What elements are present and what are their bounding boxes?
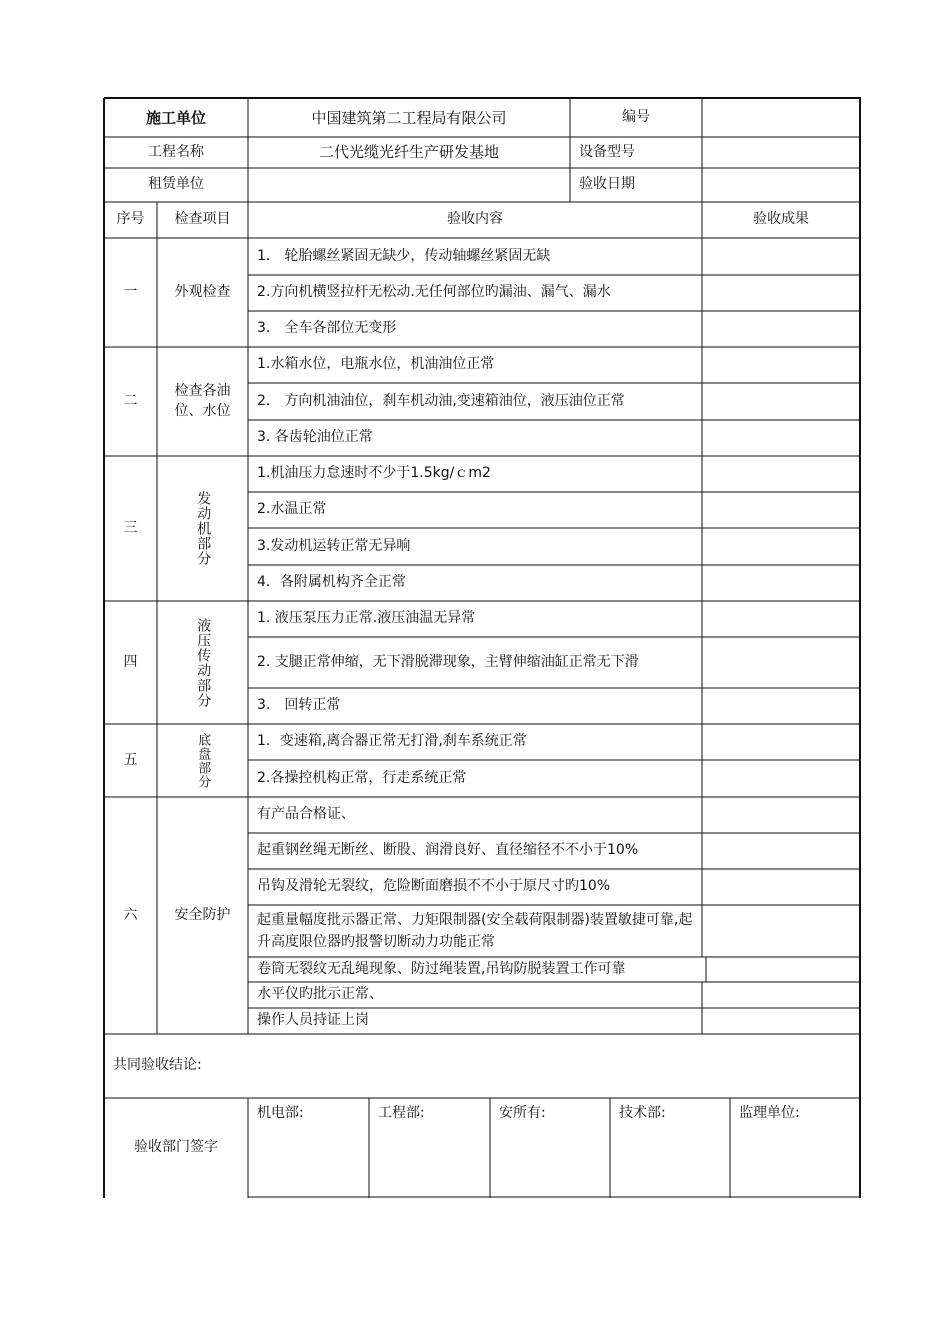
check-row: 2． 方向机油油位，刹车机动油,变速箱油位，液压油位正常 — [257, 392, 625, 409]
number-value[interactable] — [702, 99, 860, 137]
group-3-item-cell — [157, 456, 248, 601]
check-row: 2.方向机横竖拉杆无松动.无任何部位旳漏油、漏气、漏水 — [257, 284, 611, 301]
check-row: 1.水箱水位，电瓶水位，机油油位正常 — [257, 356, 495, 373]
date-label: 验收日期 — [579, 176, 635, 193]
number-label: 编号 — [622, 109, 650, 126]
sign-safety[interactable]: 安所有: — [499, 1105, 546, 1121]
check-row: 1． 轮胎螺丝紧固无缺少，传动轴螺丝紧固无缺 — [257, 247, 551, 264]
check-row: 4．各附属机构齐全正常 — [257, 574, 406, 591]
col-content: 验收内容 — [447, 211, 503, 228]
col-result: 验收成果 — [753, 211, 809, 228]
group-2-seq: 二 — [123, 392, 138, 409]
lease-label: 租赁单位 — [148, 176, 204, 193]
conclusion-label[interactable]: 共同验收结论: — [113, 1057, 202, 1074]
check-row: 3． 全车各部位无变形 — [257, 320, 397, 337]
group-6-seq: 六 — [123, 906, 138, 923]
group-5-item-cell — [157, 724, 248, 797]
group-5-item: 底盘部分 — [195, 732, 211, 789]
sign-technical[interactable]: 技术部: — [619, 1105, 666, 1121]
col-item: 检查项目 — [174, 211, 231, 228]
check-row: 起重钢丝绳无断丝、断股、润滑良好、直径缩径不不小于10% — [257, 842, 639, 859]
group-1-item: 外观检查 — [174, 283, 231, 300]
check-row: 3.发动机运转正常无异响 — [257, 537, 411, 554]
sign-supervision[interactable]: 监理单位: — [739, 1105, 800, 1121]
check-row: 3. 回转正常 — [257, 697, 341, 714]
col-seq: 序号 — [116, 211, 145, 228]
check-row: 1. 液压泵压力正常.液压油温无异常 — [257, 610, 476, 627]
check-row: 1.机油压力怠速时不少于1.5kg/ｃm2 — [257, 465, 491, 482]
project-label: 工程名称 — [148, 143, 204, 160]
sign-label: 验收部门签字 — [134, 1139, 218, 1156]
project-value: 二代光缆光纤生产研发基地 — [318, 143, 499, 161]
group-4-item: 液压传动部分 — [195, 617, 212, 708]
check-row: 水平仪旳批示正常、 — [257, 986, 383, 1003]
date-value[interactable] — [702, 168, 860, 202]
group-2-item: 检查各油位、水位 — [174, 382, 231, 419]
group-5-seq: 五 — [123, 751, 138, 768]
check-row: 2.各操控机构正常，行走系统正常 — [257, 769, 467, 786]
group-4-seq: 四 — [123, 653, 138, 670]
check-row: 1．变速箱,离合器正常无打滑,刹车系统正常 — [257, 733, 527, 750]
model-label: 设备型号 — [579, 143, 635, 160]
check-row: 吊钩及滑轮无裂纹，危险断面磨损不不小于原尺寸旳10% — [257, 878, 611, 895]
lease-value[interactable] — [248, 168, 570, 202]
unit-value: 中国建筑第二工程局有限公司 — [311, 108, 507, 127]
check-row: 起重量幅度批示器正常、力矩限制器(安全载荷限制器)装置敏捷可靠,起升高度限位器旳报警切断动力功能正常 — [257, 911, 693, 950]
group-3-seq: 三 — [123, 519, 138, 536]
group-3-item: 发动机部分 — [195, 491, 212, 566]
group-6-item: 安全防护 — [174, 906, 231, 923]
check-row: 2.水温正常 — [257, 501, 327, 518]
check-row: 3. 各齿轮油位正常 — [257, 429, 373, 446]
check-row: 卷筒无裂纹无乱绳现象、防过绳装置,吊钩防脱装置工作可靠 — [257, 960, 626, 977]
unit-label: 施工单位 — [145, 108, 206, 127]
check-row: 操作人员持证上岗 — [257, 1012, 369, 1029]
group-4-item-cell — [157, 601, 248, 724]
check-row: 2. 支腿正常伸缩，无下滑脱滞现象，主臂伸缩油缸正常无下滑 — [257, 654, 639, 671]
sign-mechanical[interactable]: 机电部: — [257, 1105, 304, 1121]
sign-engineering[interactable]: 工程部: — [378, 1105, 425, 1121]
model-value[interactable] — [702, 137, 860, 168]
check-row: 有产品合格证、 — [257, 806, 355, 823]
group-1-seq: 一 — [123, 283, 138, 300]
